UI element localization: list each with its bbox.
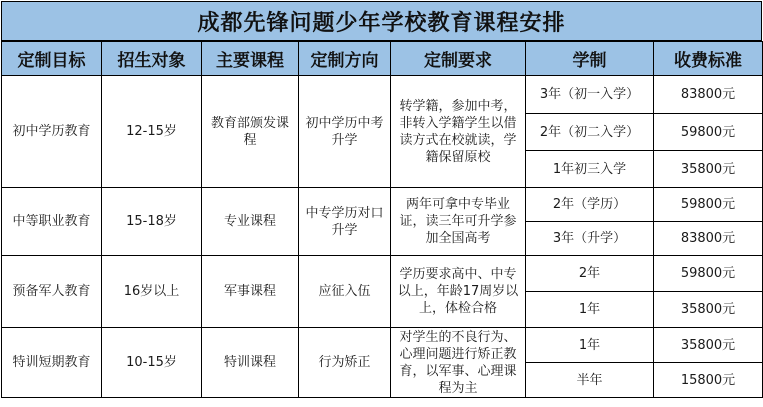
course-table (1, 41, 763, 398)
direction-cell: 初中学历中考升学 (299, 76, 391, 188)
duration-cell: 2年（学历） (526, 188, 654, 222)
header-course: 主要课程 (202, 42, 299, 76)
fee-cell: 35800元 (654, 292, 763, 328)
duration-cell: 1年初三入学 (526, 151, 654, 188)
header-age: 招生对象 (102, 42, 202, 76)
table-row (2, 256, 763, 292)
table-title: 成都先锋问题少年学校教育课程安排 (1, 1, 762, 41)
duration-cell: 1年 (526, 292, 654, 328)
age-cell: 12-15岁 (102, 76, 202, 188)
duration-cell: 3年（初一入学） (526, 76, 654, 114)
goal-cell: 预备军人教育 (2, 256, 102, 328)
fee-cell: 59800元 (654, 256, 763, 292)
goal-cell: 特训短期教育 (2, 328, 102, 398)
fee-cell: 59800元 (654, 188, 763, 222)
table-row (2, 76, 763, 114)
header-fee: 收费标准 (654, 42, 763, 76)
table-row (2, 328, 763, 363)
direction-cell: 应征入伍 (299, 256, 391, 328)
course-cell: 教育部颁发课程 (202, 76, 299, 188)
age-cell: 15-18岁 (102, 188, 202, 256)
requirement-cell: 学历要求高中、中专以上，年龄17周岁以上，体检合格 (391, 256, 526, 328)
course-cell: 专业课程 (202, 188, 299, 256)
fee-cell: 35800元 (654, 151, 763, 188)
course-cell: 特训课程 (202, 328, 299, 398)
age-cell: 10-15岁 (102, 328, 202, 398)
duration-cell: 2年（初二入学） (526, 114, 654, 151)
goal-cell: 初中学历教育 (2, 76, 102, 188)
header-direction: 定制方向 (299, 42, 391, 76)
fee-cell: 83800元 (654, 76, 763, 114)
duration-cell: 2年 (526, 256, 654, 292)
fee-cell: 59800元 (654, 114, 763, 151)
header-goal: 定制目标 (2, 42, 102, 76)
fee-cell: 35800元 (654, 328, 763, 363)
duration-cell: 1年 (526, 328, 654, 363)
header-duration: 学制 (526, 42, 654, 76)
header-row (2, 42, 763, 76)
fee-cell: 15800元 (654, 363, 763, 398)
course-cell: 军事课程 (202, 256, 299, 328)
direction-cell: 行为矫正 (299, 328, 391, 398)
requirement-cell: 转学籍，参加中考，非转入学籍学生以借读方式在校就读，学籍保留原校 (391, 76, 526, 188)
direction-cell: 中专学历对口升学 (299, 188, 391, 256)
goal-cell: 中等职业教育 (2, 188, 102, 256)
header-requirement: 定制要求 (391, 42, 526, 76)
age-cell: 16岁以上 (102, 256, 202, 328)
requirement-cell: 两年可拿中专毕业证，读三年可升学参加全国高考 (391, 188, 526, 256)
requirement-cell: 对学生的不良行为、心理问题进行矫正教育，以军事、心理课程为主 (391, 328, 526, 398)
fee-cell: 83800元 (654, 222, 763, 256)
duration-cell: 半年 (526, 363, 654, 398)
duration-cell: 3年（升学） (526, 222, 654, 256)
table-row (2, 188, 763, 222)
